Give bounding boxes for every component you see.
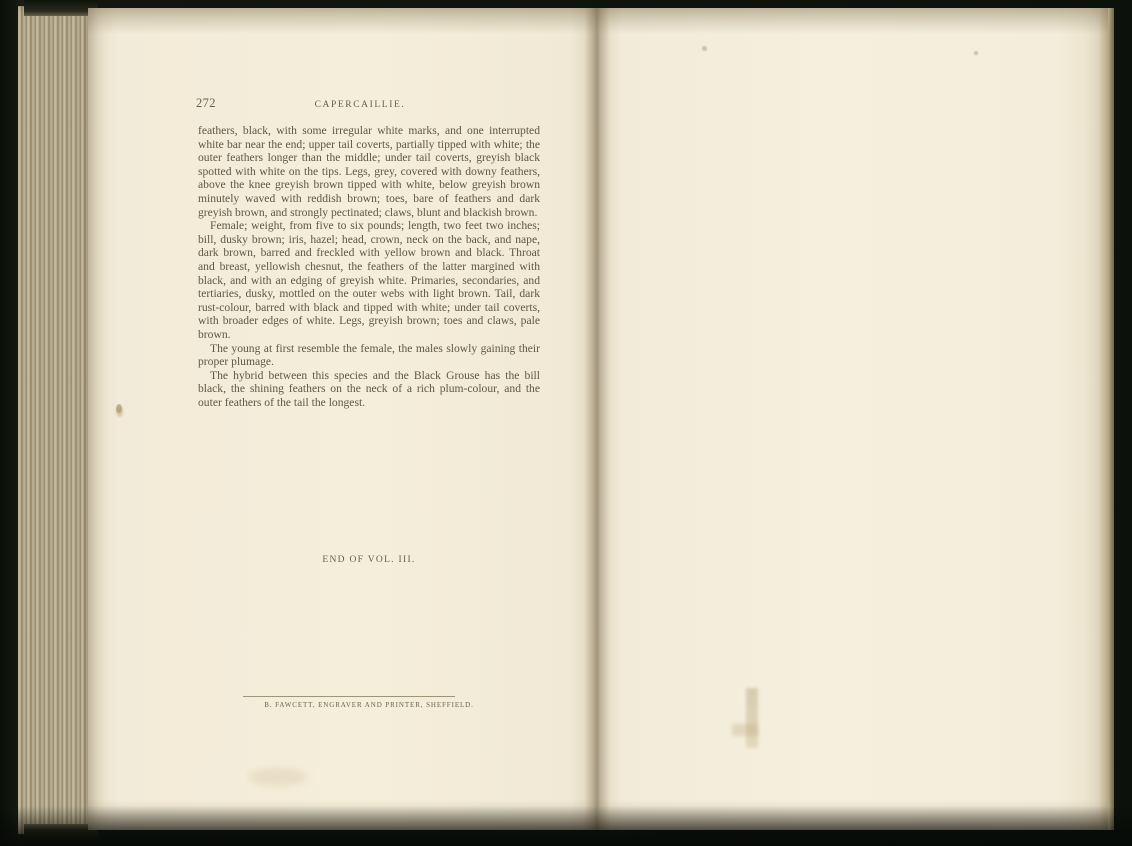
paper-foxing-spot (116, 406, 123, 417)
offset-ink-transfer (746, 688, 758, 748)
printer-colophon: B. FAWCETT, ENGRAVER AND PRINTER, SHEFFIELD. (264, 701, 474, 709)
page-header (196, 96, 544, 111)
offset-ink-transfer (732, 724, 758, 736)
body-text-column (198, 124, 540, 409)
paragraph: Female; weight, from five to six pounds; length, two feet two inches; bill, dusky brown; iris, hazel; head, crown, neck on the back, and nape, dark brown, barred and freckled with yellow brown and black. Throat and breast, yellowish chesnut, the feathers of the latter margined with black, and with an edging of greyish white. Primaries, secondaries, and tertiaries, dusky, mottled on the outer webs with light brown. Tail, dark rust-colour, barred with black and tipped with white; under tail coverts, with broader edges of white. Legs, greyish brown; toes and claws, pale brown. (198, 219, 540, 341)
end-of-volume-notice: END OF VOL. III. (322, 555, 416, 565)
bottom-shadow (0, 806, 1132, 846)
paragraph: The hybrid between this species and the Black Grouse has the bill black, the shining feathers on the neck of a rich plum-colour, and the outer feathers of the tail the longest. (198, 368, 540, 409)
paragraph: The young at first resemble the female, the males slowly gaining their proper plumage. (198, 341, 540, 369)
colophon-rule (243, 696, 455, 697)
running-head: CAPERCAILLIE. (314, 100, 406, 110)
paper-foxing-spot (702, 46, 707, 51)
page-number: 272 (196, 96, 216, 110)
right-page-fore-edge (1100, 8, 1114, 830)
page-stack-fore-edge (18, 6, 96, 834)
paragraph: feathers, black, with some irregular white marks, and one interrupted white bar near the end; upper tail coverts, partially tipped with white; the outer feathers longer than the middle; under tail coverts, greyish black spotted with white on the tips. Legs, grey, covered with downy feathers, above the knee greyish brown tipped with white, below greyish brown minutely waved with reddish brown; toes, bare of feathers and dark greyish brown, and strongly pectinated; claws, blunt and blackish brown. (198, 124, 540, 219)
paper-foxing-spot (974, 51, 978, 55)
paper-foxing-spot (248, 768, 308, 786)
page-stack-top-edge (24, 0, 98, 16)
right-page-blank (596, 8, 1108, 830)
